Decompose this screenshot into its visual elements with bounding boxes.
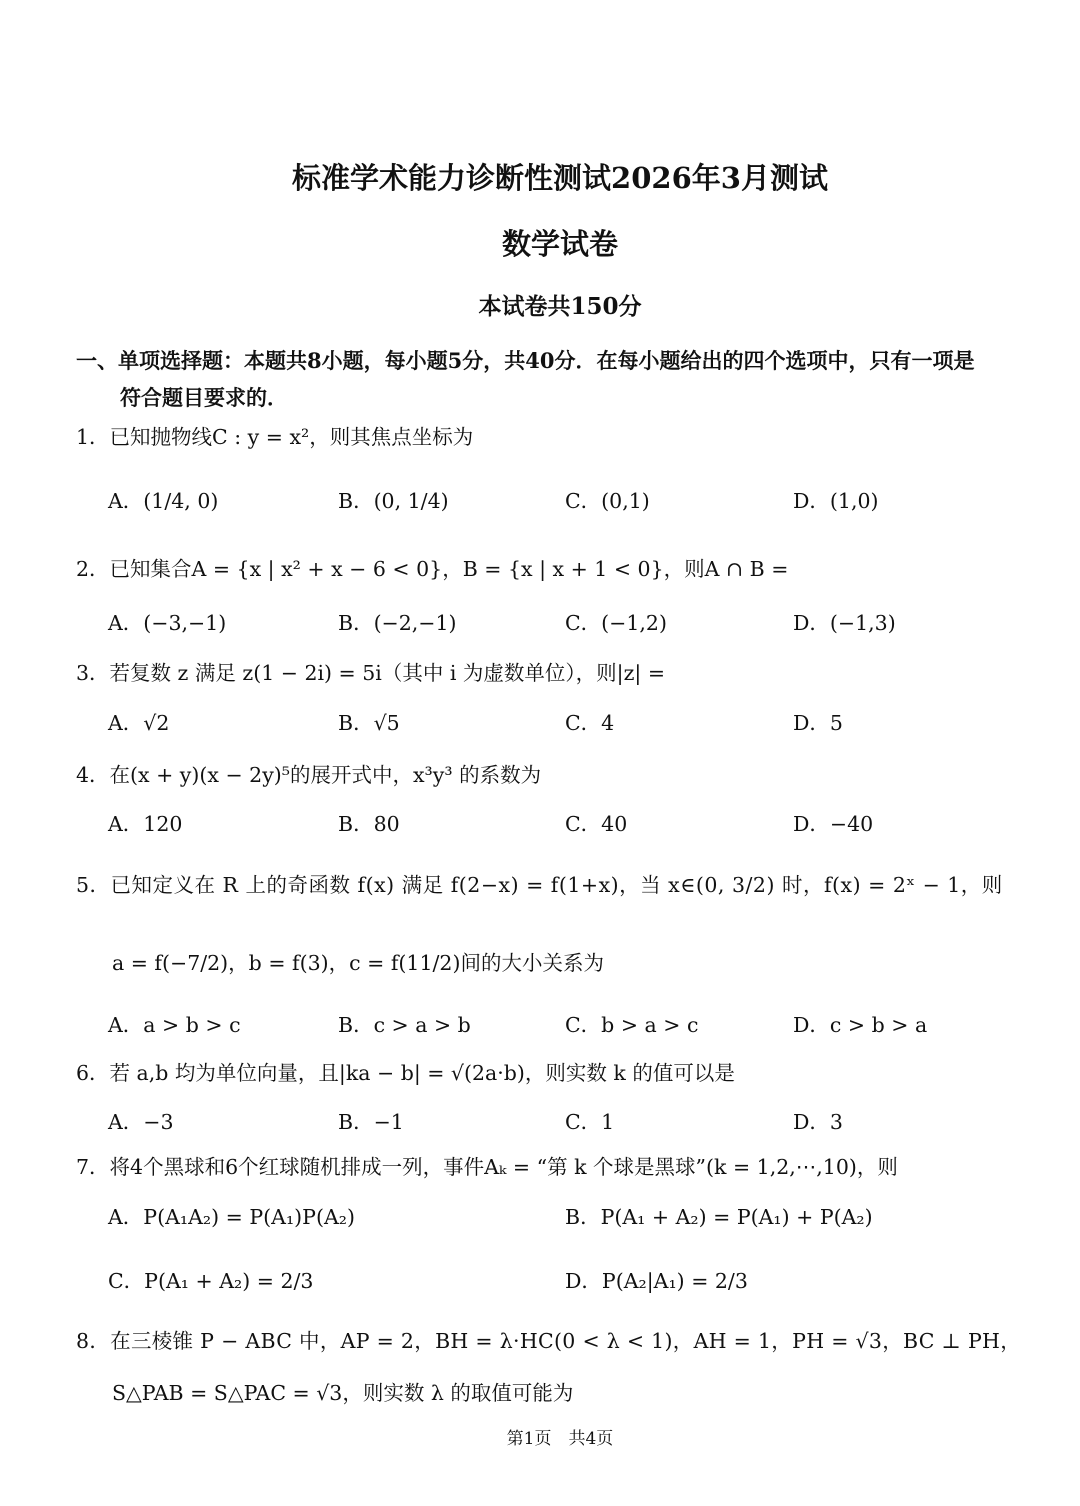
question-1-option-c: C．(0,1): [565, 489, 650, 513]
question-5-option-c: C．b > a > c: [565, 1013, 699, 1037]
question-3-option-a: A．√2: [108, 711, 170, 735]
question-1-option-b: B．(0, 1/4): [338, 489, 449, 513]
exam-subtitle: 数学试卷: [501, 227, 618, 261]
question-2-option-c: C．(−1,2): [565, 611, 667, 635]
question-7-option-a: A．P(A₁A₂) = P(A₁)P(A₂): [108, 1205, 355, 1229]
question-3-option-b: B．√5: [338, 711, 400, 735]
question-6-option-b: B．−1: [338, 1110, 404, 1134]
question-2-option-d: D．(−1,3): [793, 611, 896, 635]
section-heading-line1: 一、单项选择题：本题共8小题，每小题5分，共40分．在每小题给出的四个选项中，只有一项是: [76, 348, 975, 373]
question-4-option-b: B．80: [338, 812, 400, 836]
question-2-option-a: A．(−3,−1): [108, 611, 227, 635]
total-score: 本试卷共150分: [478, 293, 642, 320]
question-3-option-d: D．5: [793, 711, 843, 735]
question-6-option-d: D．3: [793, 1110, 843, 1134]
question-8-stem-line2: S△PAB = S△PAC = √3，则实数 λ 的取值可能为: [112, 1381, 574, 1405]
question-3-stem: 3．若复数 z 满足 z(1 − 2i) = 5i（其中 i 为虚数单位），则|z| =: [76, 661, 665, 685]
question-7-option-d: D．P(A₂|A₁) = 2/3: [565, 1269, 748, 1293]
question-4-option-c: C．40: [565, 812, 628, 836]
question-5-option-d: D．c > b > a: [793, 1013, 928, 1037]
question-1-stem: 1．已知抛物线C : y = x²，则其焦点坐标为: [76, 425, 474, 449]
question-7-option-c: C．P(A₁ + A₂) = 2/3: [108, 1269, 314, 1293]
question-5-option-a: A．a > b > c: [108, 1013, 241, 1037]
question-4-option-a: A．120: [108, 812, 183, 836]
page-footer: 第1页 共4页: [506, 1429, 614, 1449]
question-2-option-b: B．(−2,−1): [338, 611, 457, 635]
question-2-stem: 2．已知集合A = {x | x² + x − 6 < 0}，B = {x | x + 1 < 0}，则A ∩ B =: [76, 557, 789, 581]
question-6-option-a: A．−3: [108, 1110, 174, 1134]
question-8-stem: 8．在三棱锥 P − ABC 中，AP = 2，BH = λ·HC(0 < λ < 1)，AH = 1，PH = √3，BC ⊥ PH，: [76, 1329, 1022, 1353]
question-1-option-a: A．(1/4, 0): [108, 489, 219, 513]
question-7-option-b: B．P(A₁ + A₂) = P(A₁) + P(A₂): [565, 1205, 873, 1229]
question-3-option-c: C．4: [565, 711, 615, 735]
question-6-stem: 6．若 a,b 均为单位向量，且|ka − b| = √(2a·b)，则实数 k 的值可以是: [76, 1061, 735, 1085]
question-5-option-b: B．c > a > b: [338, 1013, 471, 1037]
question-4-option-d: D．−40: [793, 812, 874, 836]
question-5-stem: 5．已知定义在 R 上的奇函数 f(x) 满足 f(2−x) = f(1+x)，当 x∈(0, 3/2) 时，f(x) = 2ˣ − 1，则: [76, 873, 1003, 897]
question-5-stem-line2: a = f(−7/2)，b = f(3)，c = f(11/2)间的大小关系为: [112, 951, 604, 975]
question-6-option-c: C．1: [565, 1110, 615, 1134]
exam-title: 标准学术能力诊断性测试2026年3月测试: [292, 161, 828, 195]
question-4-stem: 4．在(x + y)(x − 2y)⁵的展开式中，x³y³ 的系数为: [76, 763, 542, 787]
section-heading-line2: 符合题目要求的．: [120, 385, 288, 410]
question-7-stem: 7．将4个黑球和6个红球随机排成一列，事件Aₖ = “第 k 个球是黑球”(k = 1,2,⋯,10)，则: [76, 1155, 898, 1179]
question-1-option-d: D．(1,0): [793, 489, 879, 513]
